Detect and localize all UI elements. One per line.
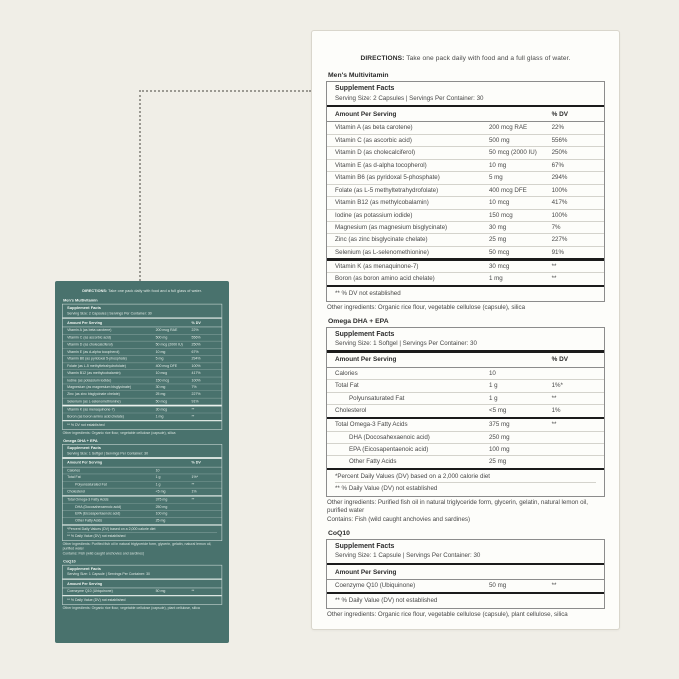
facts-title: Supplement Facts xyxy=(335,85,395,93)
nutrient-dv: 91% xyxy=(551,248,564,256)
nutrient-row xyxy=(63,391,222,398)
nutrient-name: Vitamin E (as d-alpha tocopherol) xyxy=(67,349,120,354)
footnote: *Percent Daily Values (DV) based on a 2,000 calorie diet xyxy=(67,527,156,532)
nutrient-name: Vitamin B12 (as methylcobalamin) xyxy=(67,371,121,376)
serving-size-line: Serving Size: 1 Capsule | Servings Per Container: 30 xyxy=(67,572,150,577)
nutrient-row xyxy=(327,443,604,455)
nutrient-dv: ** xyxy=(551,582,557,590)
footnotes xyxy=(63,596,222,604)
nutrient-amount: <5 mg xyxy=(155,489,166,494)
serving-size-line: Serving Size: 1 Softgel | Servings Per Container: 30 xyxy=(67,451,149,456)
nutrient-row xyxy=(63,474,222,481)
nutrient-name: Zinc (as zinc bisglycinate chelate) xyxy=(335,236,428,244)
label-section-1 xyxy=(62,299,222,435)
label-section-3 xyxy=(326,530,605,619)
footnote: ** % Daily Value (DV) not established xyxy=(67,532,217,539)
nutrient-amount: 1 g xyxy=(488,382,498,390)
amount-header-label: Amount Per Serving xyxy=(67,460,103,465)
footnotes xyxy=(327,470,604,496)
nutrient-amount: 10 mcg xyxy=(488,199,510,207)
nutrient-row xyxy=(63,355,222,362)
serving-size-line: Serving Size: 1 Softgel | Servings Per Container: 30 xyxy=(335,339,477,347)
facts-header xyxy=(327,82,604,105)
serving-size-line: Serving Size: 2 Capsules | Servings Per Container: 30 xyxy=(67,311,152,316)
nutrient-dv: 294% xyxy=(551,174,568,182)
section-title: Omega DHA + EPA xyxy=(328,317,389,325)
nutrient-amount: 1 g xyxy=(488,394,498,402)
nutrient-amount: 500 mg xyxy=(155,335,168,340)
nutrient-name: Folate (as L-5 methyltetrahydrofolate) xyxy=(67,364,126,369)
nutrient-dv xyxy=(552,370,596,377)
nutrient-row xyxy=(63,384,222,391)
label-section-3 xyxy=(62,560,222,611)
nutrient-row xyxy=(327,233,604,245)
nutrient-dv: 1%* xyxy=(551,382,563,390)
nutrient-dv: ** xyxy=(191,497,195,502)
dv-header-label xyxy=(552,569,596,576)
nutrient-name: EPA (Eicosapentaenoic acid) xyxy=(349,445,429,453)
nutrient-name: Vitamin E (as d-alpha tocopherol) xyxy=(335,161,427,169)
nutrient-dv: 227% xyxy=(551,236,568,244)
nutrient-amount: 375 mg xyxy=(488,421,510,429)
nutrient-row xyxy=(327,404,604,416)
other-ingredients-note: Contains: Fish (wild caught anchovies and sardines) xyxy=(62,551,145,556)
nutrient-name: EPA (Eicosapentaenoic acid) xyxy=(75,511,121,516)
other-ingredients-note: Other ingredients: Organic rice flour, vegetable cellulose (capsule), plant cellulose, silica xyxy=(327,611,568,619)
nutrient-dv: 250% xyxy=(551,149,568,157)
nutrient-name: Boron (as boron amino acid chelate) xyxy=(67,414,124,419)
nutrient-row xyxy=(327,122,604,133)
nutrient-name: Total Omega-3 Fatty Acids xyxy=(67,497,109,502)
nutrient-row xyxy=(63,348,222,355)
amount-header-label: Amount Per Serving xyxy=(335,568,397,576)
other-ingredients-note: Contains: Fish (wild caught anchovies and sardines) xyxy=(327,516,471,524)
nutrient-name: Coenzyme Q10 (Ubiquinone) xyxy=(67,589,113,594)
directions-text: DIRECTIONS: Take one pack daily with food and a full glass of water. xyxy=(360,55,571,62)
nutrient-group xyxy=(327,122,604,258)
nutrient-dv: 417% xyxy=(551,199,568,207)
label-section-2 xyxy=(62,439,222,557)
footnote: ** % DV not established xyxy=(67,422,105,427)
footnotes xyxy=(63,421,222,429)
nutrient-row xyxy=(327,159,604,171)
nutrient-dv: 100% xyxy=(551,211,568,219)
mini-label-scaled-content xyxy=(62,289,222,610)
nutrient-row xyxy=(327,455,604,467)
nutrient-amount: 200 mcg RAE xyxy=(155,328,178,333)
nutrient-row xyxy=(327,431,604,443)
supplement-facts-box xyxy=(326,327,605,497)
facts-title: Supplement Facts xyxy=(67,306,101,311)
dv-header-label: % DV xyxy=(191,460,201,465)
nutrient-name: Vitamin B12 (as methylcobalamin) xyxy=(335,199,429,207)
nutrient-dv: ** xyxy=(191,407,195,412)
nutrient-name: Iodine (as potassium iodide) xyxy=(335,211,413,219)
nutrient-name: Calories xyxy=(67,468,81,473)
nutrient-amount: 25 mg xyxy=(488,236,507,244)
nutrient-dv: ** xyxy=(191,482,195,487)
nutrient-dv: 1%* xyxy=(191,475,199,480)
nutrient-name: Folate (as L-5 methyltetrahydrofolate) xyxy=(335,186,439,194)
nutrient-amount: 50 mg xyxy=(488,582,507,590)
nutrient-row xyxy=(63,377,222,384)
nutrient-row xyxy=(327,196,604,208)
nutrient-dv: 556% xyxy=(551,136,568,144)
nutrient-dv xyxy=(192,519,217,523)
section-title: Men's Multivitamin xyxy=(63,298,98,303)
nutrient-group xyxy=(327,580,604,591)
nutrient-dv: 1% xyxy=(551,407,561,415)
nutrient-amount: 5 mg xyxy=(155,356,164,361)
nutrient-amount: 10 xyxy=(488,369,496,377)
nutrient-row xyxy=(63,517,222,524)
nutrient-name: Other Fatty Acids xyxy=(75,518,103,523)
product-label-back-panel xyxy=(55,281,229,643)
footnote: *Percent Daily Values (DV) based on a 2,000 calorie diet xyxy=(335,472,491,480)
facts-header xyxy=(63,444,222,457)
amount-per-serving-header xyxy=(63,580,222,589)
nutrient-dv: 91% xyxy=(191,399,199,404)
label-section-2 xyxy=(326,318,605,524)
nutrient-amount: 375 mg xyxy=(155,497,168,502)
nutrient-dv: 22% xyxy=(551,124,564,132)
amount-per-serving-header xyxy=(327,353,604,368)
nutrient-dv: 7% xyxy=(191,385,197,390)
nutrient-group xyxy=(63,406,222,420)
nutrient-dv: 294% xyxy=(191,356,201,361)
nutrient-amount: 100 mg xyxy=(488,445,510,453)
nutrient-amount: 10 xyxy=(155,468,160,473)
nutrient-row xyxy=(63,334,222,341)
nutrient-amount: 250 mg xyxy=(155,504,168,509)
nutrient-group xyxy=(327,419,604,468)
nutrient-dv xyxy=(192,505,217,509)
section-title: CoQ10 xyxy=(63,559,76,564)
section-title: Men's Multivitamin xyxy=(328,72,389,80)
nutrient-dv xyxy=(552,458,596,465)
nutrient-name: Other Fatty Acids xyxy=(349,458,397,466)
nutrient-row xyxy=(327,272,604,284)
facts-title: Supplement Facts xyxy=(335,330,395,338)
supplement-facts-box xyxy=(62,565,222,605)
nutrient-row xyxy=(63,413,222,420)
nutrient-dv: 7% xyxy=(551,223,561,231)
nutrient-row xyxy=(63,481,222,488)
nutrient-row xyxy=(63,341,222,348)
nutrient-dv: ** xyxy=(551,262,557,270)
nutrient-row xyxy=(327,184,604,196)
nutrient-row xyxy=(327,221,604,233)
nutrient-dv: 100% xyxy=(551,186,568,194)
nutrient-row xyxy=(327,580,604,591)
amount-per-serving-header xyxy=(327,565,604,580)
facts-header xyxy=(327,540,604,563)
nutrient-amount: 150 mcg xyxy=(488,211,513,219)
other-ingredients-note: Other ingredients: Organic rice flour, vegetable cellulose (capsule), plant cellulose, silica xyxy=(62,605,200,610)
label-section-1 xyxy=(326,72,605,311)
other-ingredients-note: Other ingredients: Organic rice flour, vegetable cellulose (capsule), silica xyxy=(327,303,526,311)
nutrient-dv: 417% xyxy=(191,371,201,376)
amount-per-serving-header xyxy=(327,107,604,122)
serving-size-line: Serving Size: 2 Capsules | Servings Per Container: 30 xyxy=(335,94,484,102)
nutrient-dv xyxy=(192,512,217,516)
nutrient-row xyxy=(327,419,604,430)
nutrient-row xyxy=(327,392,604,404)
nutrient-amount: 25 mg xyxy=(488,458,507,466)
nutrient-dv xyxy=(552,446,596,453)
other-ingredients-note: Other ingredients: Purified fish oil in natural triglyceride form, glycerin, gelatin, natural lemon oil, purified water xyxy=(327,498,589,514)
supplement-facts-box xyxy=(62,444,222,541)
nutrient-dv: ** xyxy=(191,414,195,419)
facts-header xyxy=(63,305,222,318)
supplement-label xyxy=(62,289,222,610)
dv-header-label: % DV xyxy=(551,110,568,118)
dv-header-label: % DV xyxy=(551,356,568,364)
nutrient-amount: 500 mg xyxy=(488,136,510,144)
nutrient-row xyxy=(327,261,604,272)
nutrient-group xyxy=(63,497,222,525)
nutrient-dv: 250% xyxy=(191,342,201,347)
nutrient-amount: 100 mg xyxy=(155,511,168,516)
nutrient-dv: 1% xyxy=(191,489,197,494)
nutrient-name: Vitamin B6 (as pyridoxal 5-phosphate) xyxy=(335,174,440,182)
nutrient-row xyxy=(63,503,222,510)
nutrient-dv: ** xyxy=(191,589,195,594)
serving-size-line: Serving Size: 1 Capsule | Servings Per Container: 30 xyxy=(335,552,481,560)
nutrient-amount: 50 mcg xyxy=(155,399,168,404)
nutrient-group xyxy=(63,327,222,404)
nutrient-name: Total Fat xyxy=(67,475,81,480)
nutrient-amount: 1 g xyxy=(155,475,161,480)
facts-title: Supplement Facts xyxy=(67,446,101,451)
nutrient-amount: 400 mcg DFE xyxy=(155,364,178,369)
nutrient-name: Total Omega-3 Fatty Acids xyxy=(335,421,408,429)
nutrient-name: Magnesium (as magnesium bisglycinate) xyxy=(67,385,132,390)
nutrient-amount: 25 mg xyxy=(155,518,166,523)
facts-title: Supplement Facts xyxy=(67,567,101,572)
nutrient-dv: 67% xyxy=(191,349,199,354)
footnotes xyxy=(63,526,222,541)
nutrient-name: Vitamin A (as beta carotene) xyxy=(67,328,112,333)
nutrient-amount: 10 mg xyxy=(155,349,166,354)
nutrient-dv: 556% xyxy=(191,335,201,340)
callout-line-vertical xyxy=(139,90,141,281)
nutrient-amount: 5 mg xyxy=(488,174,503,182)
nutrient-amount: 30 mg xyxy=(488,223,507,231)
nutrient-name: Vitamin K (as menaquinone-7) xyxy=(67,407,115,412)
nutrient-name: Boron (as boron amino acid chelate) xyxy=(335,275,435,283)
supplement-facts-box xyxy=(62,304,222,430)
nutrient-amount: 25 mg xyxy=(155,392,166,397)
nutrient-name: Vitamin B6 (as pyridoxal 5-phosphate) xyxy=(67,356,127,361)
nutrient-name: Vitamin A (as beta carotene) xyxy=(335,124,413,132)
nutrient-row xyxy=(63,398,222,405)
directions-label: DIRECTIONS: xyxy=(82,289,108,293)
nutrient-name: Selenium (as L-selenomethionine) xyxy=(335,248,429,256)
callout-line-horizontal xyxy=(139,90,311,92)
nutrient-dv xyxy=(192,468,217,472)
facts-title: Supplement Facts xyxy=(335,543,395,551)
supplement-label xyxy=(326,55,605,619)
footnote: ** % Daily Value (DV) not established xyxy=(67,597,126,602)
nutrient-row xyxy=(327,379,604,391)
dv-header-label: % DV xyxy=(191,320,201,325)
nutrient-group xyxy=(327,368,604,417)
supplement-facts-box xyxy=(326,81,605,302)
nutrient-name: Vitamin K (as menaquinone-7) xyxy=(335,262,419,270)
nutrient-name: Cholesterol xyxy=(67,489,85,494)
nutrient-dv: ** xyxy=(551,421,557,429)
other-ingredients-note: Other ingredients: Purified fish oil in natural triglyceride form, glycerin, gelatin, natural lemon oil, purified water xyxy=(62,541,212,551)
nutrient-row xyxy=(327,146,604,158)
nutrient-name: Vitamin C (as ascorbic acid) xyxy=(335,136,412,144)
directions-text: DIRECTIONS: Take one pack daily with food and a full glass of water. xyxy=(82,289,202,293)
section-title: Omega DHA + EPA xyxy=(63,438,98,443)
nutrient-amount: 1 mg xyxy=(155,414,164,419)
nutrient-dv: 67% xyxy=(551,161,564,169)
facts-header xyxy=(63,566,222,579)
other-ingredients-note: Other ingredients: Organic rice flour, vegetable cellulose (capsule), silica xyxy=(62,430,176,435)
amount-per-serving-header xyxy=(63,459,222,468)
nutrient-amount: 250 mg xyxy=(488,433,510,441)
nutrient-row xyxy=(63,362,222,369)
nutrient-group xyxy=(63,467,222,495)
nutrient-name: Vitamin D (as cholecalciferol) xyxy=(335,149,416,157)
amount-header-label: Amount Per Serving xyxy=(335,356,397,364)
nutrient-amount: 30 mcg xyxy=(155,407,168,412)
nutrient-row xyxy=(327,246,604,258)
nutrient-name: DHA (Docosahexaenoic acid) xyxy=(75,504,122,509)
nutrient-name: DHA (Docosahexaenoic acid) xyxy=(349,433,430,441)
nutrient-group xyxy=(327,261,604,285)
nutrient-amount: 10 mg xyxy=(488,161,507,169)
nutrient-dv xyxy=(552,434,596,441)
nutrient-dv: ** xyxy=(551,394,557,402)
nutrient-name: Magnesium (as magnesium bisglycinate) xyxy=(335,223,448,231)
nutrient-amount: 50 mcg xyxy=(488,248,510,256)
nutrient-dv: ** xyxy=(551,275,557,283)
nutrient-amount: 50 mg xyxy=(155,589,166,594)
nutrient-dv: 227% xyxy=(191,392,201,397)
amount-header-label: Amount Per Serving xyxy=(67,320,103,325)
footnote: ** % Daily Value (DV) not established xyxy=(335,596,438,604)
nutrient-name: Polyunsaturated Fat xyxy=(75,482,107,487)
nutrient-row xyxy=(63,369,222,376)
nutrient-amount: 50 mcg (2000 IU) xyxy=(488,149,537,157)
footnote: ** % Daily Value (DV) not established xyxy=(335,482,596,494)
nutrient-row xyxy=(327,171,604,183)
nutrient-name: Selenium (as L-selenomethionine) xyxy=(67,399,121,404)
nutrient-dv: 22% xyxy=(191,328,199,333)
section-title: CoQ10 xyxy=(328,530,350,538)
amount-header-label: Amount Per Serving xyxy=(335,110,397,118)
nutrient-name: Polyunsaturated Fat xyxy=(349,394,405,402)
nutrient-amount: 30 mcg xyxy=(488,262,510,270)
facts-header xyxy=(327,328,604,351)
amount-per-serving-header xyxy=(63,319,222,328)
supplement-facts-box xyxy=(326,539,605,609)
nutrient-name: Vitamin C (as ascorbic acid) xyxy=(67,335,111,340)
nutrient-amount: 200 mcg RAE xyxy=(488,124,528,132)
nutrient-dv: 100% xyxy=(191,378,201,383)
amount-header-label: Amount Per Serving xyxy=(67,581,103,586)
nutrient-amount: <5 mg xyxy=(488,407,507,415)
nutrient-row xyxy=(327,209,604,221)
footnotes xyxy=(327,594,604,608)
nutrient-name: Vitamin D (as cholecalciferol) xyxy=(67,342,113,347)
nutrient-name: Total Fat xyxy=(335,382,359,390)
nutrient-row xyxy=(63,488,222,495)
nutrient-dv: 100% xyxy=(191,364,201,369)
nutrient-amount: 10 mcg xyxy=(155,371,168,376)
footnotes xyxy=(327,287,604,301)
footnote: ** % DV not established xyxy=(335,289,401,297)
nutrient-name: Coenzyme Q10 (Ubiquinone) xyxy=(335,582,416,590)
nutrient-name: Zinc (as zinc bisglycinate chelate) xyxy=(67,392,120,397)
nutrient-amount: 1 g xyxy=(155,482,161,487)
nutrient-amount: 150 mcg xyxy=(155,378,170,383)
label-detail-panel xyxy=(311,30,620,630)
nutrient-amount: 1 mg xyxy=(488,275,503,283)
nutrient-amount: 50 mcg (2000 IU) xyxy=(155,342,183,347)
nutrient-amount: 30 mg xyxy=(155,385,166,390)
directions-label: DIRECTIONS: xyxy=(360,55,405,62)
nutrient-row xyxy=(327,368,604,379)
dv-header-label xyxy=(192,582,217,586)
nutrient-name: Cholesterol xyxy=(335,407,367,415)
nutrient-name: Iodine (as potassium iodide) xyxy=(67,378,112,383)
nutrient-name: Calories xyxy=(335,369,358,377)
nutrient-amount: 400 mcg DFE xyxy=(488,186,527,194)
nutrient-row xyxy=(327,134,604,146)
nutrient-row xyxy=(63,510,222,517)
